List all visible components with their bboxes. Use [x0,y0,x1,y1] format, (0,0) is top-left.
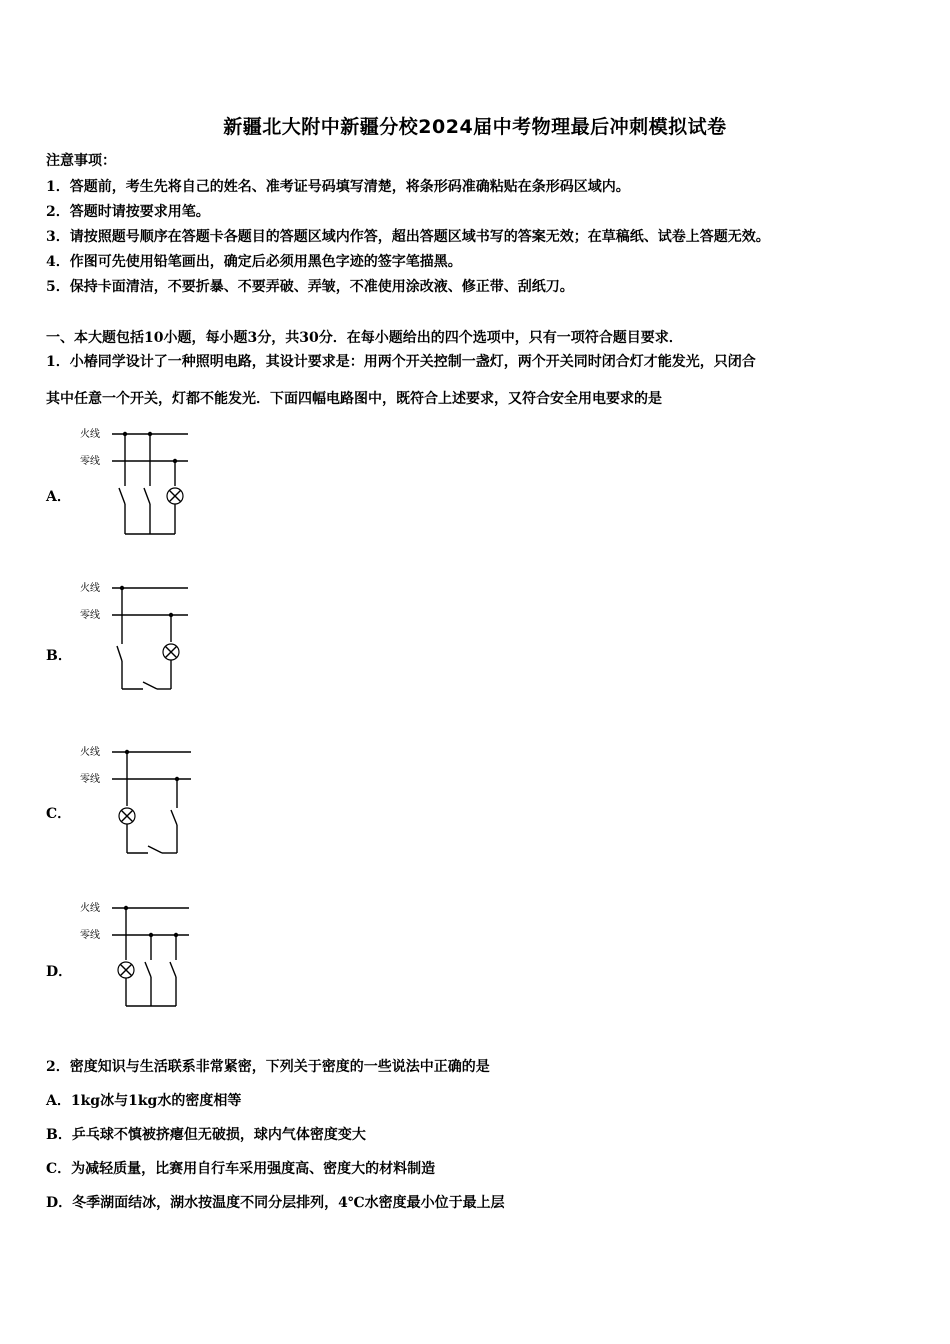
question-2-option-b: B．乒乓球不慎被挤瘪但无破损，球内气体密度变大 [46,1127,366,1143]
question-2-option-d: D．冬季湖面结冰，湖水按温度不同分层排列，4℃水密度最小位于最上层 [46,1195,505,1211]
page-title: 新疆北大附中新疆分校2024届中考物理最后冲刺模拟试卷 [223,116,727,138]
option-a-label: A． [46,489,71,505]
live-wire-label: 火线 [80,583,100,594]
option-c-label: C． [46,806,72,822]
live-wire-label: 火线 [80,747,100,758]
notice-item: 3．请按照题号顺序在答题卡各题目的答题区域内作答，超出答题区域书写的答案无效；在草稿纸、试卷上答题无效。 [46,229,770,245]
circuit-diagram-d [75,896,205,1016]
notice-item: 5．保持卡面清洁，不要折暴、不要弄破、弄皱，不准使用涂改液、修正带、刮纸刀。 [46,279,574,295]
question-1-stem: 1．小椿同学设计了一种照明电路，其设计要求是：用两个开关控制一盏灯，两个开关同时闭合灯才能发光，只闭合 [46,354,756,370]
option-d-label: D． [46,964,73,980]
option-b-label: B． [46,648,72,664]
neutral-wire-label: 零线 [80,930,100,941]
question-1-stem: 其中任意一个开关，灯都不能发光．下面四幅电路图中，既符合上述要求，又符合安全用电要求的是 [46,391,662,407]
neutral-wire-label: 零线 [80,610,100,621]
question-2-stem: 2．密度知识与生活联系非常紧密，下列关于密度的一些说法中正确的是 [46,1059,490,1075]
neutral-wire-label: 零线 [80,456,100,467]
live-wire-label: 火线 [80,903,100,914]
circuit-diagram-a [75,422,205,542]
question-2-option-a: A．1kg冰与1kg水的密度相等 [46,1093,242,1109]
notice-item: 1．答题前，考生先将自己的姓名、准考证号码填写清楚，将条形码准确粘贴在条形码区域内。 [46,179,630,195]
live-wire-label: 火线 [80,429,100,440]
notice-item: 2．答题时请按要求用笔。 [46,204,210,220]
neutral-wire-label: 零线 [80,774,100,785]
notice-item: 4．作图可先使用铅笔画出，确定后必须用黑色字迹的签字笔描黑。 [46,254,462,270]
section-heading: 一、本大题包括10小题，每小题3分，共30分．在每小题给出的四个选项中，只有一项符合题目要求． [46,330,683,346]
notice-heading: 注意事项： [46,153,116,169]
question-2-option-c: C．为减轻质量，比赛用自行车采用强度高、密度大的材料制造 [46,1161,436,1177]
circuit-diagram-b [75,576,205,701]
circuit-diagram-c [75,740,205,865]
